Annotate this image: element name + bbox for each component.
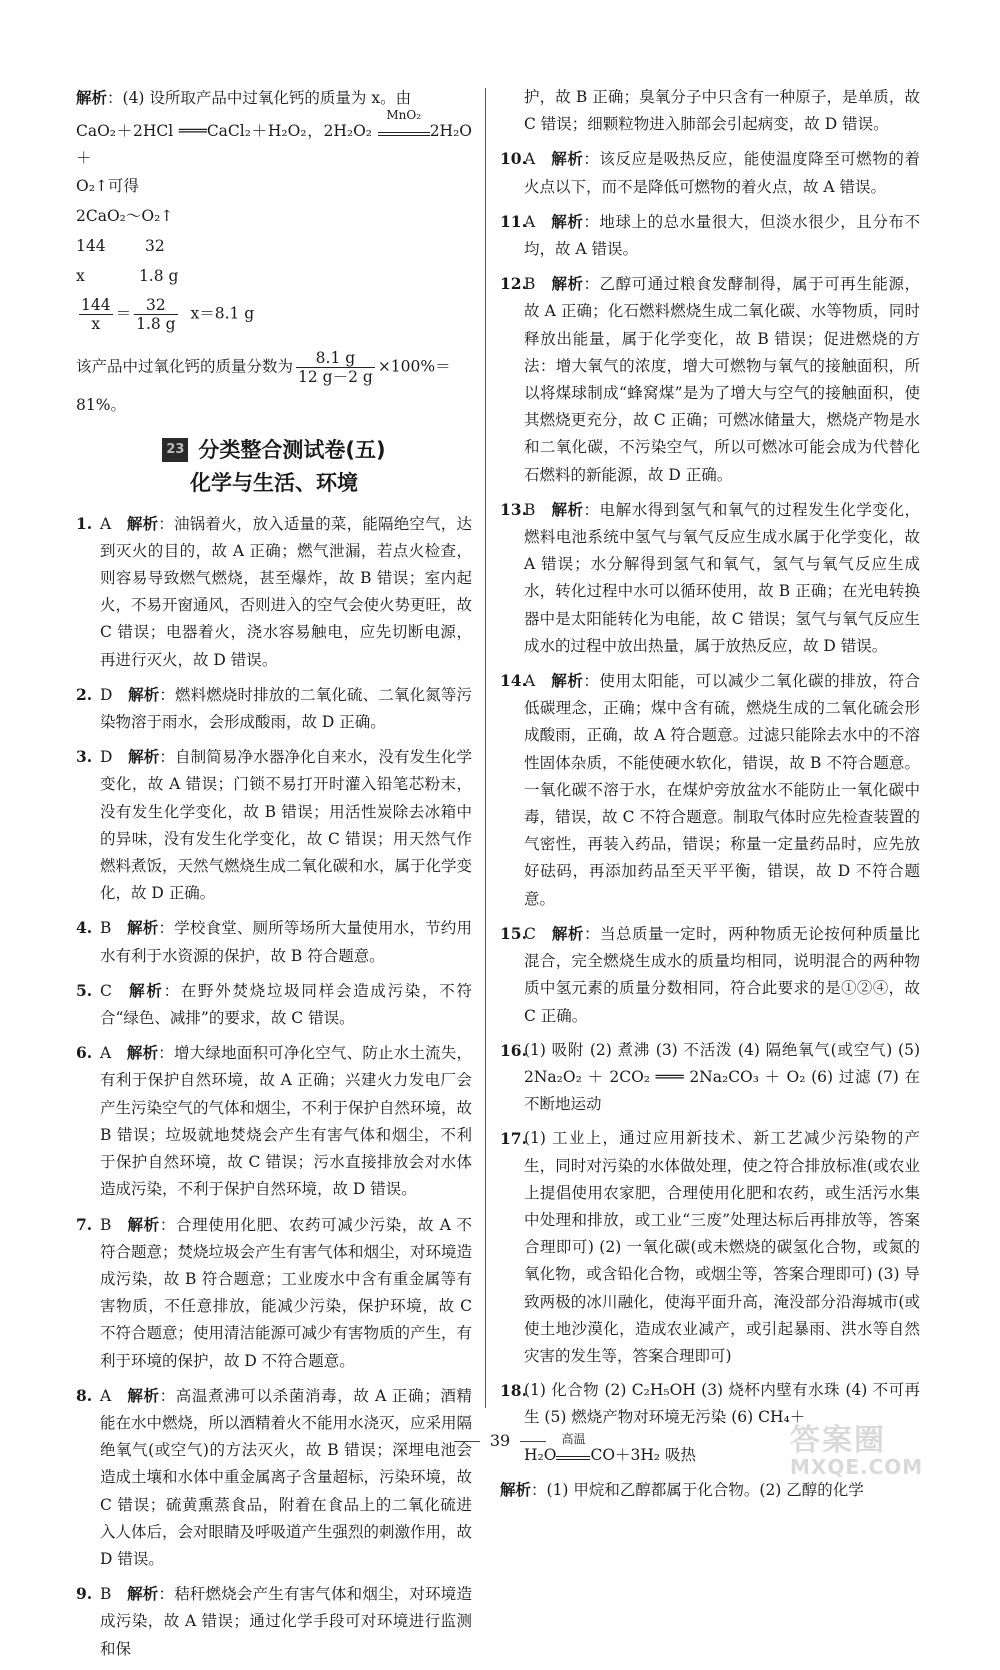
analysis-label: 解析 <box>127 684 160 704</box>
answer-letter: B <box>100 919 112 938</box>
answer-letter: A <box>524 672 536 691</box>
percentage-suffix: ×100%＝ <box>377 357 451 376</box>
left-answer-list <box>76 510 472 1663</box>
item-number: 11. <box>500 211 527 231</box>
answer-letter: A <box>100 1386 112 1405</box>
condition-text: MnO₂ <box>386 108 422 123</box>
answer-item <box>500 208 920 263</box>
item-body <box>100 1382 472 1573</box>
fraction-1 <box>79 296 113 333</box>
item-number: 1. <box>76 513 93 533</box>
answer-item <box>76 914 472 969</box>
item-number: 14. <box>500 671 527 691</box>
page-number-text: 39 <box>489 1431 511 1450</box>
item-number: 16. <box>500 1040 527 1060</box>
item-number: 8. <box>76 1385 93 1405</box>
item-number: 12. <box>500 274 527 294</box>
analysis-18 <box>500 1476 920 1504</box>
fraction-denominator: 12 g－2 g <box>298 368 373 387</box>
analysis-label: 解析 <box>126 1214 160 1234</box>
analysis-label: 解析 <box>76 88 108 107</box>
item-number: 5. <box>76 980 93 1000</box>
right-answer-list <box>500 145 920 1029</box>
item-number: 7. <box>76 1214 93 1234</box>
item-body <box>100 510 472 674</box>
item-body <box>100 743 472 907</box>
answer-item <box>76 1039 472 1203</box>
proportion-line: $\frac{144}{x}$ ＝ $\frac{32}{1.8 g}$ x＝8.1 g <box>81 296 255 334</box>
item-body <box>100 1039 472 1203</box>
analysis-text: ：该反应是吸热反应，能使温度降至可燃物的着火点以下，而不是降低可燃物的着火点，故 A 错误。 <box>524 150 920 196</box>
answer-letter: C <box>100 981 112 1000</box>
answer-letter: B <box>100 1585 112 1604</box>
percentage-line <box>76 349 472 386</box>
section-subtitle: 化学与生活、环境 <box>190 470 358 495</box>
item-text: (1) 吸附 (2) 煮沸 (3) 不活泼 (4) 隔绝氧气(或空气) (5) 2Na₂O₂ ＋ 2CO₂ ═══ 2Na₂CO₃ ＋ O₂ (6) 过滤 (7) 在不断地运动 <box>524 1040 920 1114</box>
item-body <box>100 681 472 736</box>
item-number: 17. <box>500 1129 527 1149</box>
fraction-numerator: 32 <box>134 296 178 315</box>
analysis-text: ：在野外焚烧垃圾同样会造成污染，不符合“绿色、减排”的要求，故 C 错误。 <box>100 981 472 1028</box>
answer-item <box>500 145 920 200</box>
answer-item <box>500 496 920 660</box>
fraction-2 <box>134 296 178 333</box>
fraction-numerator: 8.1 g <box>296 349 375 368</box>
fraction-denominator: 1.8 g <box>136 315 176 334</box>
condition-text: 高温 <box>561 1431 586 1446</box>
answer-letter: B <box>100 1215 112 1234</box>
answer-letter: A <box>524 212 536 231</box>
answer-letter: A <box>100 514 112 533</box>
item-text: (1) 工业上，通过应用新技术、新工艺减少污染物的产生，同时对污染的水体做处理，使之符合排放标准(或农业上提倡使用农家肥，合理使用化肥和农药，或生活污水集中处理和排放，或工业“三废”处理达标后再排放等，答案合理即可) (2) 一氧化碳(或未燃烧的碳氢化合物，或氮的氧化物，或含铅化合物，或烟尘等，答案合理即可) (3) 导致两极的冰川融化，使海平面升高，淹没部分沿海城市(或使土地沙漠化，造成农业减产，或引起暴雨、洪水等自然灾害的发生等，答案合理即可) <box>524 1129 920 1365</box>
answer-item <box>500 667 920 913</box>
unknown-line: x 1.8 g <box>76 267 179 286</box>
analysis-text: ：秸秆燃烧会产生有害气体和烟尘，对环境造成污染，故 A 错误；通过化学手段可对环境进行监测和保 <box>100 1585 472 1658</box>
analysis-label: 解析 <box>550 671 584 691</box>
watermark-logo <box>790 1415 980 1479</box>
item-number: 10. <box>500 149 527 169</box>
equals-arrow <box>556 1456 590 1460</box>
analysis-label: 解析 <box>550 149 584 169</box>
item-number: 13. <box>500 499 527 519</box>
section-number-icon: 23 <box>162 438 188 462</box>
fraction-denominator: x <box>91 315 101 334</box>
watermark-line-1: 答案圈 <box>790 1423 886 1458</box>
equals-arrow <box>378 132 430 136</box>
answer-item <box>76 1580 472 1663</box>
answer-item <box>76 743 472 907</box>
item-number: 3. <box>76 747 93 767</box>
answer-item-17 <box>500 1125 920 1370</box>
percentage-fraction <box>296 349 375 386</box>
fraction-numerator: 144 <box>81 296 111 315</box>
answer-letter: D <box>100 748 113 767</box>
mass-line: 144 32 <box>76 237 165 256</box>
item-body <box>524 496 920 660</box>
analysis-text: ：高温煮沸可以杀菌消毒，故 A 正确；酒精能在水中燃烧，所以酒精着火不能用水浇灭，应采用隔绝氧气(或空气)的方法灭火，故 B 错误；深埋电池会造成土壤和水体中重金属离子含量超标，污染环境，故 C 错误；硫黄熏蒸食品，附着在食品上的二氧化硫进入人体后，会对眼睛及呼吸道产生强烈的刺激作用，故 D 错误。 <box>100 1386 473 1568</box>
answer-item-16 <box>500 1037 920 1119</box>
page-dash-right <box>520 1441 546 1442</box>
item-body <box>524 145 920 200</box>
section-header <box>76 434 472 500</box>
proportion-result: x＝8.1 g <box>190 304 255 323</box>
answer-item <box>76 1211 472 1375</box>
equation-part-b: CO＋3H₂ 吸热 <box>590 1445 697 1464</box>
analysis-label: 解析 <box>126 918 159 938</box>
item-body <box>524 667 920 913</box>
analysis-label: 解析 <box>126 1385 160 1405</box>
page-dash-left <box>454 1441 480 1442</box>
answer-item <box>76 681 472 736</box>
analysis-label: 解析 <box>550 211 584 231</box>
equation-part-a: H₂O <box>524 1445 557 1464</box>
answer-item <box>76 977 472 1032</box>
analysis-text: ：自制简易净水器净化自来水，没有发生化学变化，故 A 错误；门锁不易打开时灌入铅笔芯粉末，没有发生化学变化，故 B 错误；用活性炭除去冰箱中的异味，没有发生化学变化，故 C 错误；用天然气作燃料煮饭，天然气燃烧生成二氧化碳和水，属于化学变化，故 D 正确。 <box>100 748 473 903</box>
equation-line-2: O₂↑可得 <box>76 176 139 195</box>
analysis-text: ：地球上的总水量很大，但淡水很少，且分布不均，故 A 错误。 <box>524 212 920 259</box>
answer-item <box>500 920 920 1030</box>
answer-item <box>76 1382 472 1573</box>
relation-line: 2CaO₂～O₂↑ <box>76 206 174 225</box>
item-number: 15. <box>500 923 527 943</box>
reaction-condition <box>378 108 430 136</box>
analysis-text: ：电解水得到氢气和氧气的过程发生化学变化，燃料电池系统中氢气与氧气反应生成水属于化学变化，故 A 错误；水分解得到氢气和氧气，氢气与氧气反应生成水，转化过程中水可以循环使用，故 B 正确；在光电转换器中是太阳能转化为电能，故 C 错误；氢气与氧气反应生成水的过程中放出热量，属于放热反应，故 D 错误。 <box>524 500 920 655</box>
item-body <box>100 1211 472 1375</box>
item-body <box>524 920 920 1030</box>
analysis-label: 解析 <box>126 513 159 533</box>
equation-line-1 <box>76 108 472 172</box>
answer-letter: C <box>524 924 536 943</box>
analysis-text: ：增大绿地面积可净化空气、防止水土流失，有利于保护自然环境，故 A 正确；兴建火力发电厂会产生污染空气的气体和烟尘，不利于保护自然环境，故 B 错误；垃圾就地焚烧会产生有害气体和烟尘，不利于保护自然环境，故 C 错误；污水直接排放会对水体造成污染，不利于保护自然环境，故 D 错误。 <box>100 1044 473 1199</box>
right-column <box>500 84 920 1504</box>
intro-text: ：(4) 设所取产品中过氧化钙的质量为 x。由 <box>107 89 412 107</box>
item-body <box>524 208 920 263</box>
answer-letter: A <box>100 1044 112 1063</box>
analysis-text: ：(1) 甲烷和乙醇都属于化合物。(2) 乙醇的化学 <box>531 1480 864 1499</box>
analysis-text: ：燃料燃烧时排放的二氧化硫、二氧化氮等污染物溶于雨水，会形成酸雨，故 D 正确。 <box>100 685 472 732</box>
analysis-label: 解析 <box>126 1043 159 1063</box>
equation-part-b: 2H₂O＋ <box>76 122 472 168</box>
continuation-text: 护，故 B 正确；臭氧分子中只含有一种原子，是单质，故 C 错误；细颗粒物进入肺部会引起病变，故 D 错误。 <box>524 88 920 134</box>
percentage-result: 81%。 <box>76 396 126 415</box>
analysis-text: ：油锅着火，放入适量的菜，能隔绝空气，达到灭火的目的，故 A 正确；燃气泄漏，若点火检查，则容易导致燃气燃烧，甚至爆炸，故 B 错误；室内起火，不易开窗通风，否则进入的空气会使火势更旺，故 C 错误；电器着火，浇水容易触电，应先切断电源，再进行灭火，故 D 错误。 <box>100 514 473 669</box>
item-number: 2. <box>76 684 93 704</box>
answer-letter: B <box>524 275 536 294</box>
item-text: (1) 化合物 (2) C₂H₅OH (3) 烧杯内壁有水珠 (4) 不可再生 (5) 燃烧产物对环境无污染 (6) CH₄＋ <box>524 1381 920 1427</box>
analysis-label: 解析 <box>550 274 584 294</box>
item-number: 4. <box>76 918 93 938</box>
answer-letter: B <box>524 500 536 519</box>
watermark-line-2: MXQE.COM <box>790 1455 924 1479</box>
equation-part-a: CaO₂＋2HCl ═══CaCl₂＋H₂O₂，2H₂O₂ <box>76 122 378 141</box>
item-body <box>524 270 920 489</box>
analysis-label: 解析 <box>550 499 584 519</box>
item-body <box>100 914 472 969</box>
analysis-text: ：使用太阳能，可以减少二氧化碳的排放，符合低碳理念，正确；煤中含有硫，燃烧生成的二氧化硫会形成酸雨，正确，故 A 符合题意。过滤只能除去水中的不溶性固体杂质，不能使硬水软化，错误，故 B 不符合题意。一氧化碳不溶于水，在煤炉旁放盆水不能防止一氧化碳中毒，错误，故 C 不符合题意。制取气体时应先检查装置的气密性，再装入药品，错误；称量一定量药品时，应先放好砝码，再添加药品至天平平衡，错误，故 D 不符合题意。 <box>524 672 920 908</box>
item-body <box>100 977 472 1032</box>
analysis-label: 解析 <box>127 747 160 767</box>
analysis-label: 解析 <box>500 1479 532 1499</box>
analysis-label: 解析 <box>126 1584 159 1604</box>
analysis-text: ：乙醇可通过粮食发酵制得，属于可再生能源，故 A 正确；化石燃料燃烧生成二氧化碳、水等物质，同时释放出能量，属于化学变化，故 B 错误；促进燃烧的方法：增大氧气的浓度，增大可燃物与氧气的接触面积，所以将煤球制成“蜂窝煤”是为了增大与空气的接触面积，使其燃烧更充分，故 C 正确；可燃冰储量大，燃烧产物是水和二氧化碳，不污染空气，所以可燃冰可能会成为代替化石燃料的新能源，故 D 正确。 <box>524 275 920 484</box>
answer-letter: D <box>100 685 113 704</box>
answer-item <box>76 510 472 674</box>
answer-letter: A <box>524 150 536 169</box>
column-divider <box>485 88 486 1408</box>
analysis-text: ：当总质量一定时，两种物质无论按何种质量比混合，完全燃烧生成水的质量均相同，说明混合的两种物质中氢元素的质量分数相同，符合此要求的是①②④，故 C 正确。 <box>524 924 920 1025</box>
percentage-intro: 该产品中过氧化钙的质量分数为 <box>76 357 294 376</box>
answer-item <box>500 270 920 489</box>
item-number: 18. <box>500 1381 527 1401</box>
section-title-row <box>76 434 472 466</box>
analysis-text: ：合理使用化肥、农药可减少污染，故 A 不符合题意；焚烧垃圾会产生有害气体和烟尘，对环境造成污染，故 B 符合题意；工业废水中含有重金属等有害物质，不任意排放，能减少污染，保护环境，故 C 不符合题意；使用清洁能源可减少有害物质的产生，有利于环境的保护，故 D 不符合题意。 <box>100 1215 473 1370</box>
item-number: 6. <box>76 1043 93 1063</box>
item-body <box>100 1580 472 1663</box>
analysis-text: ：学校食堂、厕所等场所大量使用水，节约用水有利于水资源的保护，故 B 符合题意。 <box>100 919 472 965</box>
analysis-label: 解析 <box>551 923 584 943</box>
analysis-label: 解析 <box>127 980 164 1000</box>
section-title: 分类整合测试卷(五) <box>198 437 386 462</box>
item-number: 9. <box>76 1584 93 1604</box>
